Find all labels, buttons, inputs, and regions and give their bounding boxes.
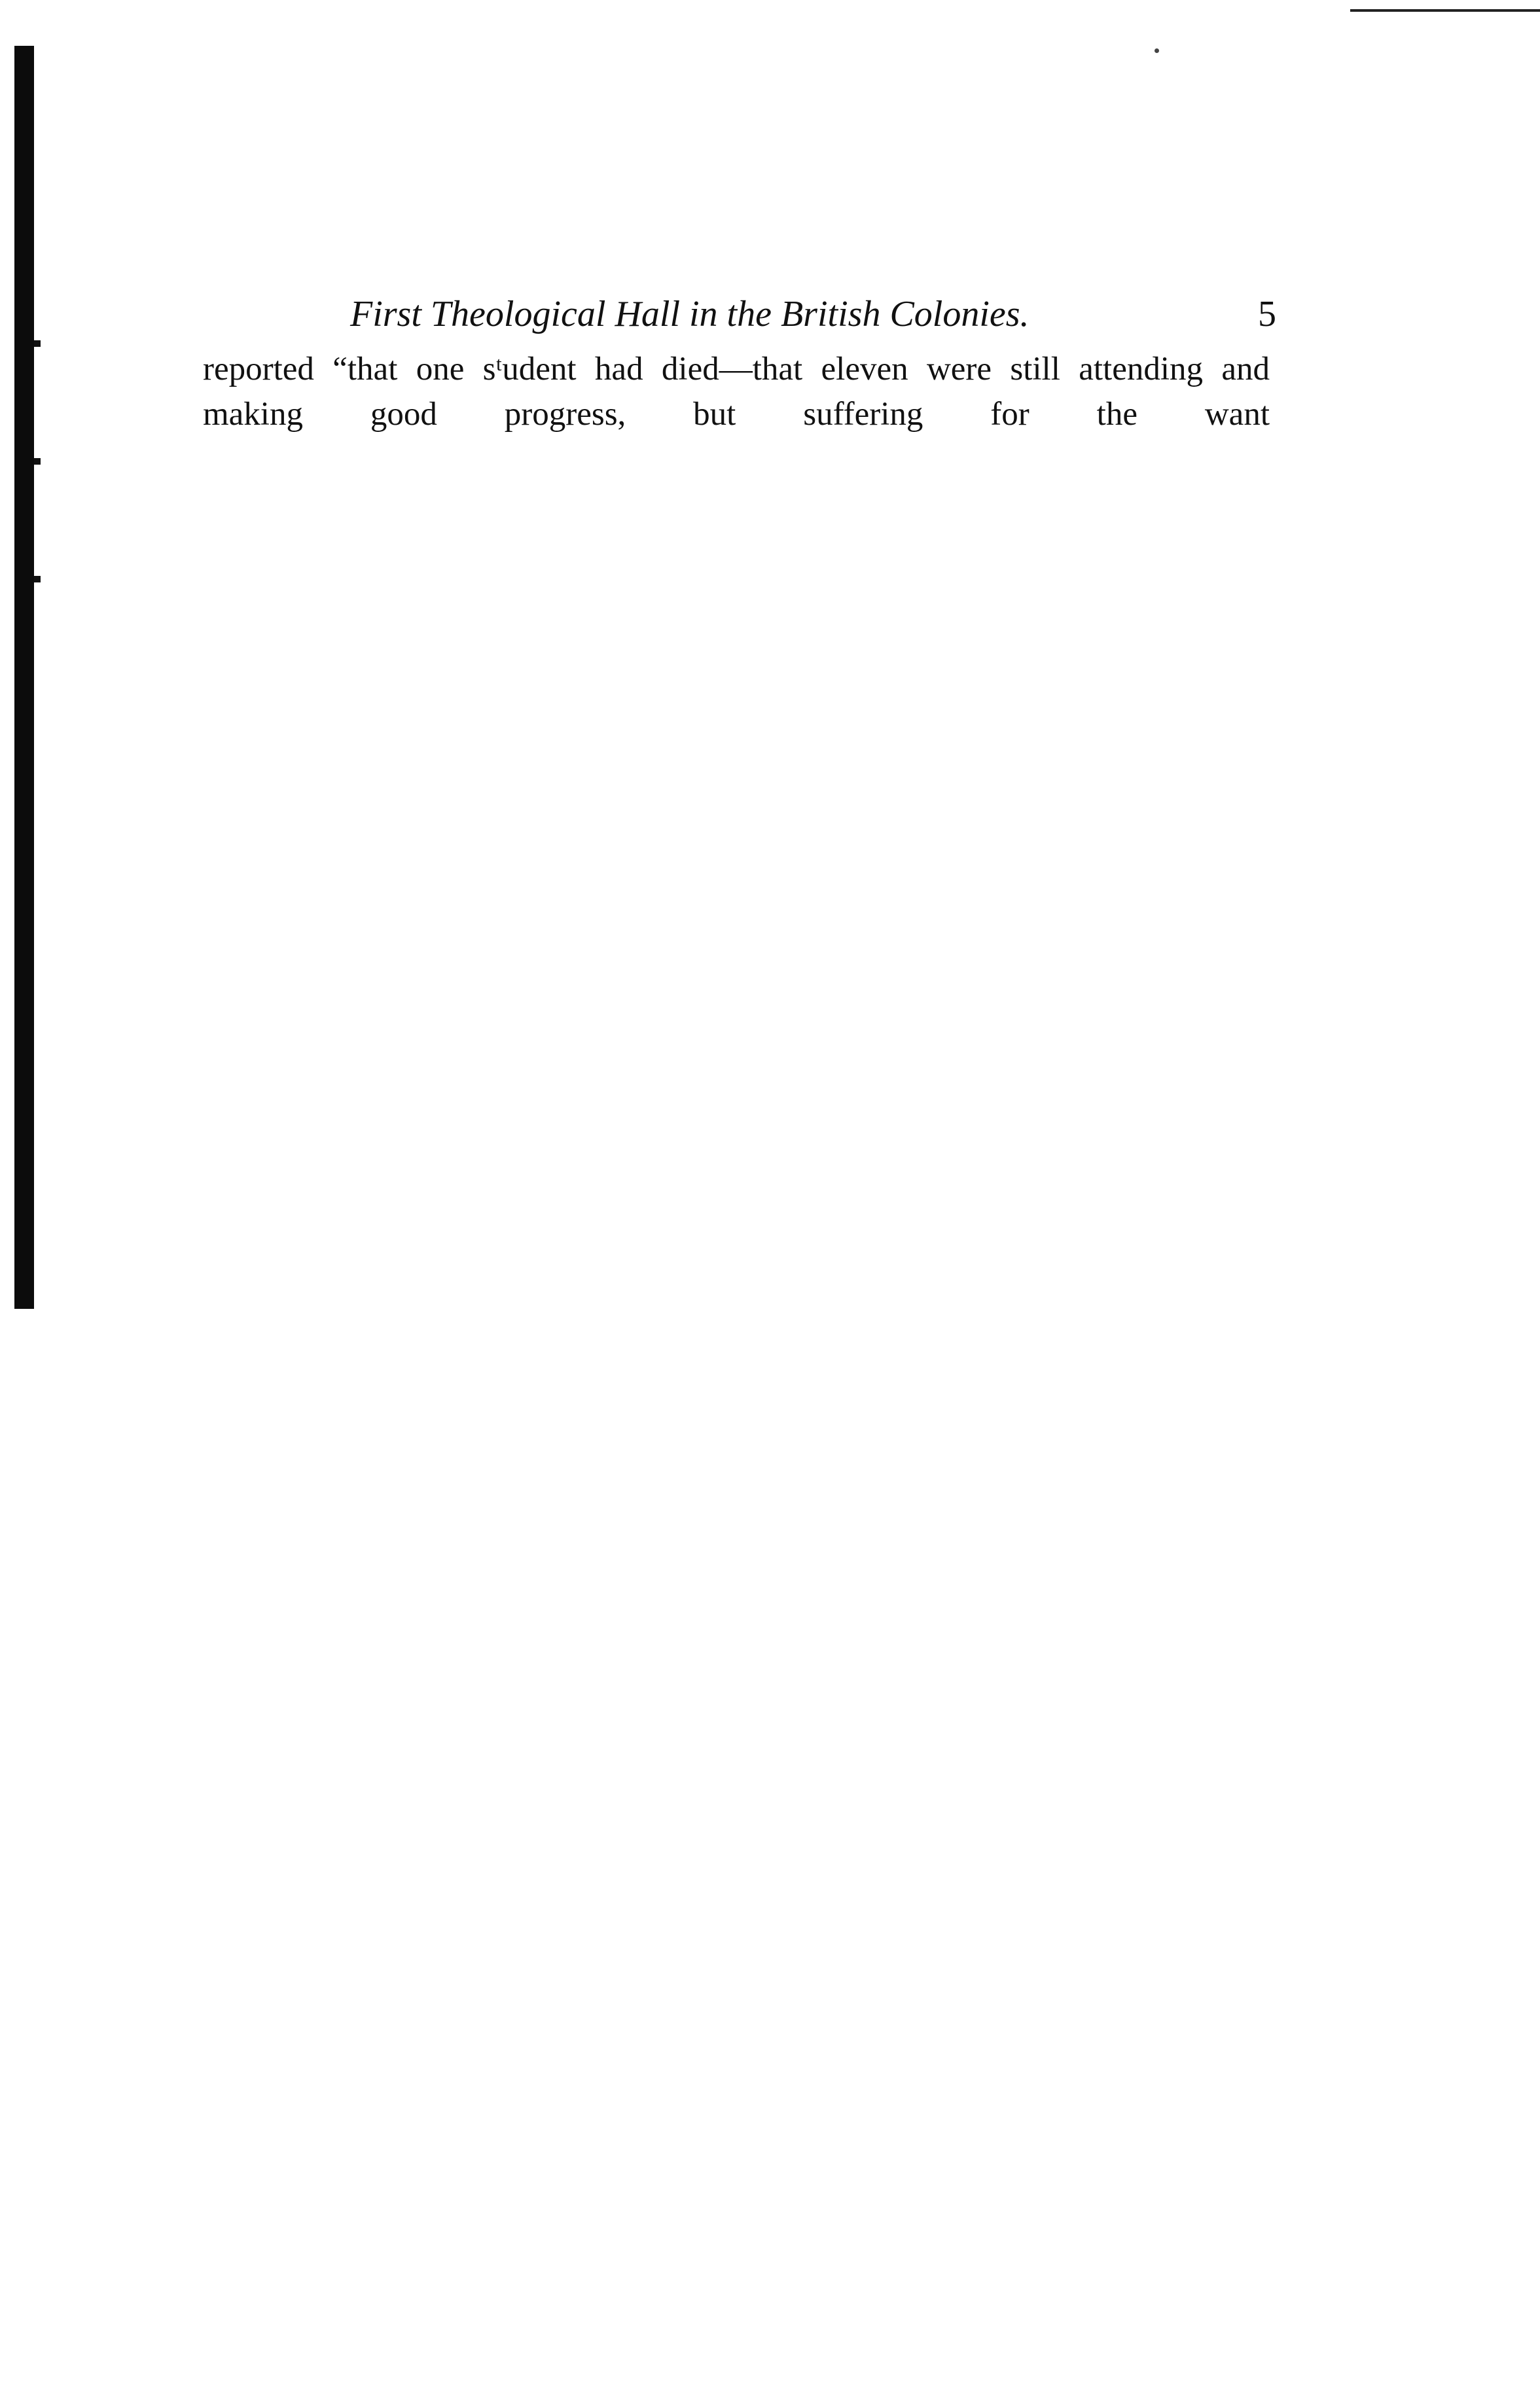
page-number: 5 <box>1258 294 1276 334</box>
paragraph: reported “that one sᵗudent had died—that eleven were still attending and making good progress, but suffering for the want <box>203 351 1270 433</box>
binding-mark <box>34 458 41 465</box>
binding-edge-shadow <box>14 46 34 1309</box>
binding-mark <box>34 340 41 347</box>
running-title: First Theological Hall in the British Colonies. <box>350 294 1030 334</box>
paper-speck <box>1155 48 1159 53</box>
running-head <box>203 281 1276 347</box>
book-page <box>203 281 1276 437</box>
binding-mark <box>34 576 41 582</box>
body-text <box>203 347 1270 437</box>
top-edge-rule <box>1350 9 1540 12</box>
